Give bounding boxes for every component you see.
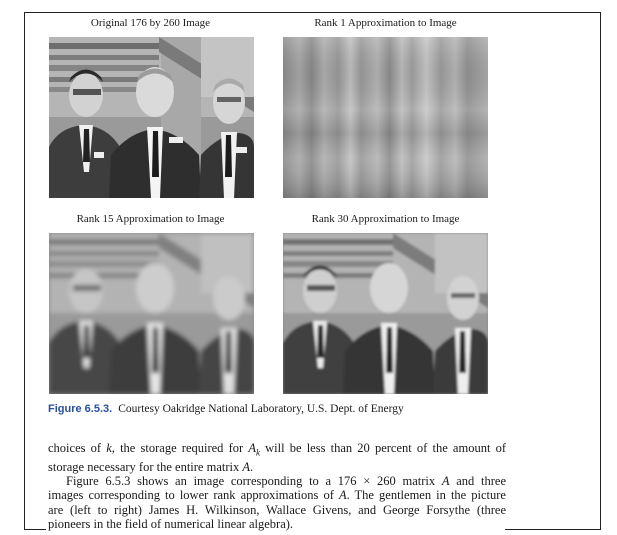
math-subscript-k: k <box>255 447 260 458</box>
text-span: choices of <box>48 441 107 455</box>
text-span: and three <box>449 474 506 489</box>
photo-rank15 <box>49 233 254 394</box>
text-line: are (left to right) James H. Wilkinson, Wallace Givens, and George Forsythe (three <box>48 502 506 517</box>
bottom-rule <box>505 529 601 530</box>
photo-original <box>49 37 254 198</box>
text-line <box>48 441 506 460</box>
text-line <box>48 488 506 502</box>
panel-title-rank30: Rank 30 Approximation to Image <box>311 213 460 225</box>
text-span: Figure 6.5.3 shows an image corresponding to a 176 × 260 matrix <box>66 474 442 489</box>
panel-title-rank1: Rank 1 Approximation to Image <box>314 17 457 29</box>
figure-caption-text: Courtesy Oakridge National Laboratory, U.S. Dept. of Energy <box>118 403 404 415</box>
math-A: A <box>441 474 450 489</box>
math-k: k <box>106 441 112 455</box>
photo-rank30 <box>283 233 488 394</box>
math-A: A <box>338 488 347 503</box>
text-span: . The gentlemen in the picture <box>346 488 506 503</box>
figure-caption <box>48 403 404 415</box>
math-A: A <box>242 459 251 474</box>
text-span: storage necessary for the entire matrix <box>48 459 243 474</box>
text-line: pioneers in the field of numerical linear algebra). <box>48 516 294 531</box>
photo-rank1 <box>283 37 488 198</box>
body-text <box>48 441 506 531</box>
text-span: images corresponding to lower rank approximations of <box>48 488 339 503</box>
panel-title-original: Original 176 by 260 Image <box>90 17 211 29</box>
paragraph-1 <box>48 441 506 474</box>
text-line <box>48 460 506 474</box>
text-span: , the storage required for <box>111 441 249 455</box>
figure-caption-label: Figure 6.5.3. <box>48 403 113 415</box>
image-original <box>49 37 254 198</box>
paragraph-2 <box>48 474 506 531</box>
math-A: A <box>248 441 256 455</box>
bottom-rule <box>24 529 46 530</box>
text-span: will be less than 20 percent of the amount of <box>259 441 506 455</box>
text-span: . <box>250 459 254 474</box>
panel-title-rank15: Rank 15 Approximation to Image <box>76 213 225 225</box>
image-rank15 <box>49 233 254 394</box>
image-rank1 <box>283 37 488 198</box>
image-rank30 <box>283 233 488 394</box>
text-line <box>48 474 506 488</box>
